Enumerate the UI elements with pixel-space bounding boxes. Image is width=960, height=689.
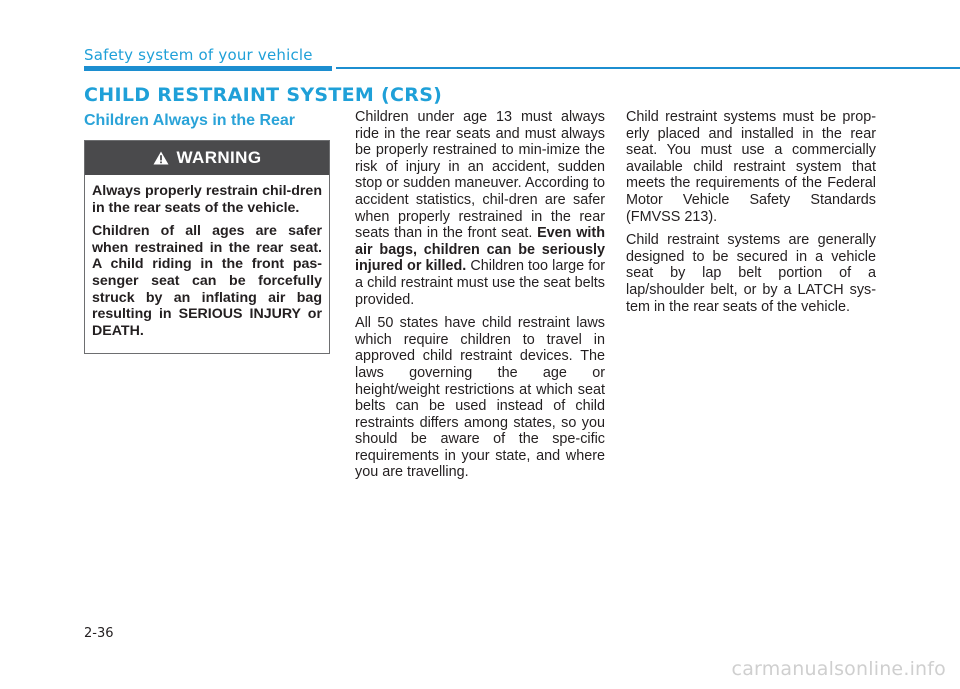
watermark[interactable]: carmanualsonline.info <box>731 658 946 680</box>
section-label: Safety system of your vehicle <box>84 46 313 64</box>
warning-header <box>85 141 329 175</box>
text-column-2 <box>355 109 605 488</box>
warning-triangle-icon <box>153 151 169 165</box>
header-rule-thin <box>336 67 960 69</box>
warning-box <box>84 140 330 354</box>
warning-body <box>85 175 329 339</box>
body-paragraph: All 50 states have child restraint laws which require children to travel in approved child restraint devices. The laws governing the age or height/weight restrictions at which seat belts can be used instead of child restraints differs among states, so you should be aware of the spe-cific requirements in your state, and where you are travelling. <box>355 315 605 481</box>
page-number: 2-36 <box>84 626 114 641</box>
chapter-title: CHILD RESTRAINT SYSTEM (CRS) <box>84 84 443 106</box>
emphasis-text: Even with air bags, children can be seriously injured or killed. <box>355 225 605 275</box>
body-paragraph: Child restraint systems are generally designed to be secured in a vehicle seat by lap belt portion of a lap/shoulder belt, or by a LATCH sys-tem in the rear seats of the vehicle. <box>626 232 876 315</box>
sub-heading: Children Always in the Rear <box>84 112 296 129</box>
warning-paragraph: Always properly restrain chil-dren in the rear seats of the vehicle. <box>92 183 322 216</box>
warning-paragraph: Children of all ages are safer when restrained in the rear seat. A child riding in the front pas-senger seat can be forcefully struck by an inflating air bag resulting in SERIOUS INJURY or DEATH. <box>92 223 322 339</box>
body-text: Children under age 13 must always ride in the rear seats and must always be properly restrained to min-imize the risk of injury in an accident, sudden stop or sudden maneuver. According to accident statistics, chil-dren are safer when properly restrained in the rear seats than in the front seat. <box>355 109 605 242</box>
header-rule-thick <box>84 66 332 71</box>
warning-title: WARNING <box>176 148 262 167</box>
body-text: Children too large for a child restraint must use the seat belts provided. <box>355 258 606 308</box>
text-column-3 <box>626 109 876 322</box>
body-paragraph: Child restraint systems must be prop-erly placed and installed in the rear seat. You must use a commercially available child restraint system that meets the requirements of the Federal Motor Vehicle Safety Standards (FMVSS 213). <box>626 109 876 225</box>
body-paragraph <box>355 109 605 308</box>
